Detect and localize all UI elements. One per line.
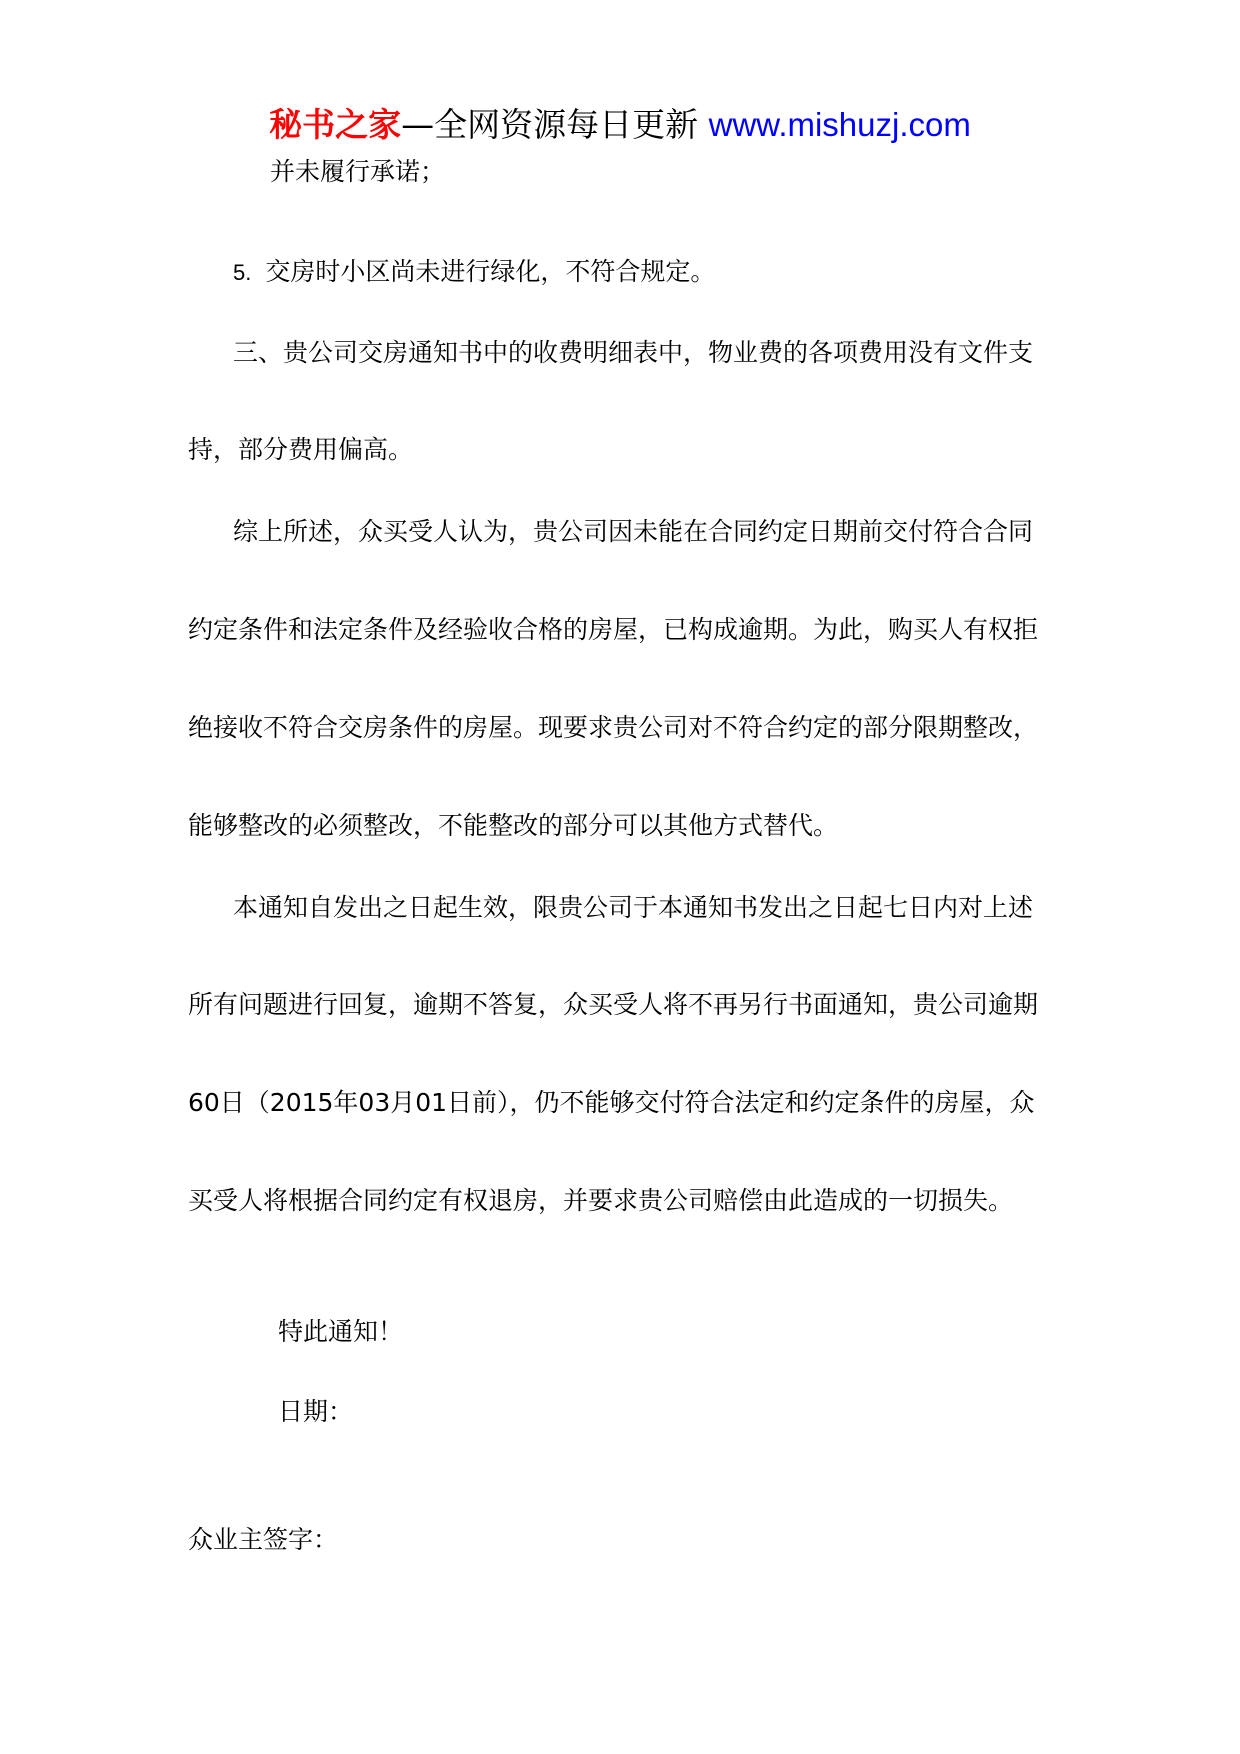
header-url: www.mishuzj.com [708, 106, 971, 143]
date-label: 日期： [278, 1397, 354, 1426]
signature-label: 众业主签字： [188, 1525, 339, 1554]
list-item-text: 交房时小区尚未进行绿化，不符合规定。 [265, 257, 716, 286]
header-tagline: —全网资源每日更新 [401, 105, 709, 144]
paragraph-summary-line-2: 约定条件和法定条件及经验收合格的房屋，已构成逾期。为此，购买人有权拒 [188, 615, 1039, 644]
paragraph-fees-line-2: 持，部分费用偏高。 [188, 435, 414, 464]
paragraph-summary-line-3: 绝接收不符合交房条件的房屋。现要求贵公司对不符合约定的部分限期整改， [188, 713, 1039, 742]
paragraph-effective-line-1: 本通知自发出之日起生效，限贵公司于本通知书发出之日起七日内对上述 [233, 893, 1034, 922]
document-header [0, 100, 1240, 150]
paragraph-effective-line-3: 60日（2015年03月01日前），仍不能够交付符合法定和约定条件的房屋，众 [188, 1088, 1035, 1117]
list-item-5 [233, 252, 715, 293]
paragraph-fees-line-1: 三、贵公司交房通知书中的收费明细表中，物业费的各项费用没有文件支 [233, 338, 1034, 367]
paragraph-summary-line-1: 综上所述，众买受人认为，贵公司因未能在合同约定日期前交付符合合同 [233, 517, 1034, 546]
continuation-line: 并未履行承诺； [270, 157, 446, 186]
header-brand: 秘书之家 [269, 105, 402, 144]
paragraph-effective-line-4: 买受人将根据合同约定有权退房，并要求贵公司赔偿由此造成的一切损失。 [188, 1186, 1014, 1215]
notice-line: 特此通知！ [278, 1317, 404, 1346]
list-item-number: 5. [233, 260, 252, 285]
paragraph-effective-line-2: 所有问题进行回复，逾期不答复，众买受人将不再另行书面通知，贵公司逾期 [188, 990, 1039, 1019]
paragraph-summary-line-4: 能够整改的必须整改，不能整改的部分可以其他方式替代。 [188, 811, 839, 840]
